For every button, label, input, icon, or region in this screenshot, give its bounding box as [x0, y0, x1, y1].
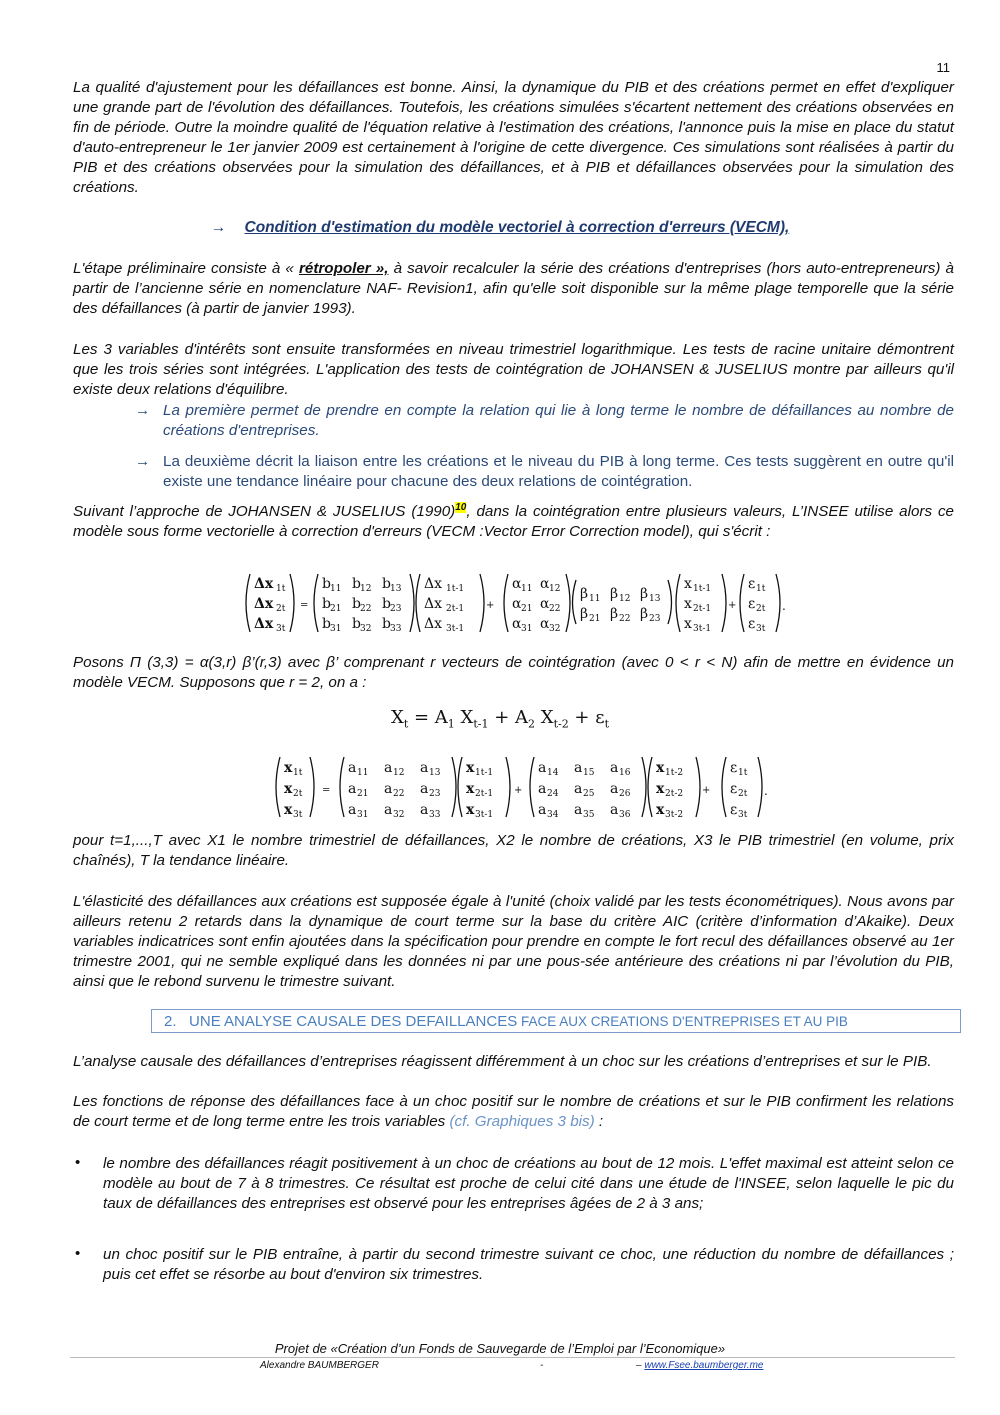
p9-text-after: : — [594, 1113, 604, 1130]
svg-text:x: x — [284, 802, 293, 818]
svg-text:1t: 1t — [276, 584, 286, 594]
svg-text:3t-1: 3t-1 — [693, 624, 712, 634]
svg-text:3t: 3t — [293, 810, 303, 820]
svg-text:22: 22 — [619, 614, 631, 624]
svg-text:β: β — [610, 586, 619, 602]
svg-text:2t: 2t — [276, 604, 286, 614]
svg-text:α: α — [540, 616, 550, 632]
svg-text:2t-1: 2t-1 — [475, 789, 494, 799]
svg-text:a: a — [420, 802, 429, 818]
svg-text:+: + — [514, 785, 523, 796]
paragraph-posons: Posons Π (3,3) = α(3,r) β’(r,3) avec β’ comprenant r vecteurs de cointégration (avec 0 < r < N) afin de mettre en évidence un modèle VECM. Supposons que r = 2, on a : — [73, 654, 954, 691]
svg-text:14: 14 — [547, 768, 559, 778]
bullet-item-creations: le nombre des défaillances réagit positivement à un choc de créations au bout de 12 mois. L'effet maximal est atteint selon ce modèle au bout de 7 à 8 trimestres. Ce résultat est proche de celui cité dans une étude de l'INSEE, selon laquelle le pic du taux de défaillances des entreprises est observé pour les entreprises âgées de 2 à 3 ans; — [103, 1155, 954, 1212]
footer-project: Projet de «Création d’un Fonds de Sauvegarde de l’Emploi par l’Economique» — [274, 1341, 726, 1356]
svg-text:β: β — [610, 606, 619, 622]
svg-text:31: 31 — [330, 624, 342, 634]
svg-text:a: a — [610, 781, 619, 797]
svg-text:21: 21 — [589, 614, 601, 624]
svg-text:26: 26 — [619, 789, 631, 799]
svg-text:3t: 3t — [756, 624, 766, 634]
equation-xt: $X_t = A_1$ $X_{t-1} + A_2$ $X_{t-2} + \varepsilon_t$ — [391, 707, 609, 731]
p4-text-before: Suivant l’approche de JOHANSEN & JUSELIUS (1990) — [73, 503, 456, 520]
svg-text:a: a — [384, 781, 393, 797]
svg-text:ε: ε — [730, 760, 738, 776]
svg-text:33: 33 — [429, 810, 441, 820]
svg-text:32: 32 — [549, 624, 561, 634]
arrow-icon: → — [135, 453, 151, 470]
svg-text:21: 21 — [521, 604, 533, 614]
svg-text:1t-1: 1t-1 — [475, 768, 494, 778]
svg-text:ε: ε — [730, 802, 738, 818]
svg-text:1t-2: 1t-2 — [665, 768, 684, 778]
svg-text:2t: 2t — [293, 789, 303, 799]
svg-text:13: 13 — [429, 768, 441, 778]
section-title-box — [151, 1009, 961, 1033]
paragraph-pour-t: pour t=1,...,T avec X1 le nombre trimestriel de défaillances, X2 le nombre de créations, X3 le PIB trimestriel (en volume, prix chaînés), T la tendance linéaire. — [73, 832, 954, 869]
svg-text:a: a — [610, 760, 619, 776]
svg-text:1t-1: 1t-1 — [446, 584, 465, 594]
svg-text:13: 13 — [649, 594, 661, 604]
p2-text-after: à savoir recalculer la série des créations d'entreprises (hors auto-entrepreneurs) à partir de l’ancienne série en nomenclature NAF- Revision1, afin qu'elle soit disponible sur la même plage temporelle que la série des défaillances (à partir de janvier 1993). — [73, 260, 954, 317]
svg-text:b: b — [322, 596, 331, 612]
svg-text:b: b — [352, 576, 361, 592]
svg-text:a: a — [348, 781, 357, 797]
svg-text:12: 12 — [393, 768, 405, 778]
svg-text:32: 32 — [360, 624, 372, 634]
svg-text:Δx: Δx — [254, 616, 274, 632]
svg-text:Δx: Δx — [254, 576, 274, 592]
svg-text:a: a — [538, 760, 547, 776]
svg-text:3t-1: 3t-1 — [475, 810, 494, 820]
svg-text:1t-1: 1t-1 — [693, 584, 712, 594]
svg-text:=: = — [322, 785, 331, 796]
svg-text:a: a — [384, 802, 393, 818]
paragraph-retropoler — [73, 259, 954, 319]
svg-text:36: 36 — [619, 810, 631, 820]
svg-text:β: β — [640, 606, 649, 622]
svg-text:β: β — [580, 586, 589, 602]
paragraph-fonctions — [73, 1092, 954, 1132]
heading-text: Condition d'estimation du modèle vectoriel à correction d'erreurs (VECM), — [244, 219, 790, 236]
svg-text:11: 11 — [330, 584, 342, 594]
svg-text:α: α — [512, 576, 522, 592]
footer-link-wrap — [636, 1360, 763, 1371]
p9-text-before: Les fonctions de réponse des défaillances face à un choc positif sur le nombre de créations et sur le PIB confirment les relations de court terme et de long terme entre les trois variables — [73, 1093, 954, 1130]
section-title-main: UNE ANALYSE CAUSALE DES DEFAILLANCES — [189, 1013, 518, 1030]
svg-text:3t-1: 3t-1 — [446, 624, 465, 634]
svg-text:33: 33 — [390, 624, 402, 634]
svg-text:1t: 1t — [738, 768, 748, 778]
svg-text:a: a — [420, 760, 429, 776]
svg-text:22: 22 — [360, 604, 372, 614]
svg-text:2t-2: 2t-2 — [665, 789, 684, 799]
svg-text:a: a — [420, 781, 429, 797]
svg-text:22: 22 — [549, 604, 561, 614]
svg-text:a: a — [538, 781, 547, 797]
svg-text:α: α — [512, 616, 522, 632]
svg-text:31: 31 — [521, 624, 533, 634]
svg-text:3t: 3t — [276, 624, 286, 634]
svg-text:α: α — [512, 596, 522, 612]
footer-link-prefix: – — [636, 1360, 645, 1371]
svg-text:.: . — [764, 784, 768, 798]
graph-reference: (cf. Graphiques 3 bis) — [449, 1113, 595, 1130]
svg-text:25: 25 — [583, 789, 595, 799]
footer-divider — [70, 1357, 955, 1358]
svg-text:23: 23 — [429, 789, 441, 799]
svg-text:3t-2: 3t-2 — [665, 810, 684, 820]
section-heading-vecm — [0, 219, 1000, 237]
svg-text:Δx: Δx — [424, 576, 443, 592]
svg-text:23: 23 — [390, 604, 402, 614]
svg-text:11: 11 — [357, 768, 369, 778]
svg-text:x: x — [284, 760, 293, 776]
svg-text:b: b — [382, 596, 391, 612]
svg-text:x: x — [684, 596, 692, 612]
svg-text:x: x — [656, 781, 665, 797]
vecm-equation — [240, 570, 800, 636]
svg-text:+: + — [486, 600, 495, 611]
svg-text:2t-1: 2t-1 — [446, 604, 465, 614]
svg-text:b: b — [352, 596, 361, 612]
paragraph-adjustment: La qualité d'ajustement pour les défaillances est bonne. Ainsi, la dynamique du PIB et des créations permet en effet d'expliquer une grande part de l'évolution des défaillances. Toutefois, les créations simulées s'écartent nettement des créations observées en fin de période. Outre la moindre qualité de l'équation relative à l'estimation des créations, l'annonce puis la mise en place du statut d'auto-entrepreneur le 1er janvier 2009 est certainement à l'origine de cette divergence. Ces simulations sont réalisées à partir du PIB et des créations observées pour la simulation des défaillances, et à PIB et défaillances observées pour la simulation des créations. — [73, 79, 954, 196]
svg-text:x: x — [466, 802, 475, 818]
svg-text:+: + — [728, 600, 737, 611]
svg-text:b: b — [382, 576, 391, 592]
arrow-icon: → — [135, 402, 151, 419]
svg-text:Δx: Δx — [424, 616, 443, 632]
svg-text:2t: 2t — [738, 789, 748, 799]
svg-text:34: 34 — [547, 810, 559, 820]
svg-text:β: β — [640, 586, 649, 602]
svg-text:=: = — [300, 600, 309, 611]
paragraph-johansen — [73, 502, 954, 542]
bullet-item-pib: un choc positif sur le PIB entraîne, à partir du second trimestre suivant ce choc, une réduction du nombre de défaillances ; puis cet effet se résorbe au bout d'environ six trimestres. — [103, 1246, 954, 1283]
svg-text:1t: 1t — [293, 768, 303, 778]
svg-text:1t: 1t — [756, 584, 766, 594]
svg-text:11: 11 — [521, 584, 533, 594]
svg-text:a: a — [384, 760, 393, 776]
svg-text:2t: 2t — [756, 604, 766, 614]
svg-text:11: 11 — [589, 594, 601, 604]
svg-text:2t-1: 2t-1 — [693, 604, 712, 614]
svg-text:21: 21 — [357, 789, 369, 799]
svg-text:Δx: Δx — [254, 596, 274, 612]
svg-text:a: a — [574, 802, 583, 818]
svg-text:12: 12 — [549, 584, 561, 594]
svg-text:21: 21 — [330, 604, 342, 614]
svg-text:a: a — [610, 802, 619, 818]
svg-text:a: a — [348, 760, 357, 776]
bullet-icon: • — [75, 1154, 81, 1171]
paragraph-variables: Les 3 variables d'intérêts sont ensuite transformées en niveau trimestriel logarithmique. Les tests de racine unitaire démontrent que les trois séries sont intégrées. L'application des tests de cointégration de JOHANSEN & JUSELIUS montre par ailleurs qu'il existe deux relations d'équilibre. — [73, 341, 954, 398]
svg-text:24: 24 — [547, 789, 559, 799]
p4-text-after: , dans la cointégration entre plusieurs valeurs, L’INSEE utilise alors ce modèle sous forme vectorielle à correction d'erreurs (VECM :Vector Error Correction model), qui s'écrit : — [73, 503, 955, 540]
svg-text:b: b — [322, 616, 331, 632]
svg-text:x: x — [466, 760, 475, 776]
svg-text:a: a — [538, 802, 547, 818]
section-title-rest: FACE AUX CREATIONS D'ENTREPRISES ET AU PIB — [517, 1014, 848, 1029]
svg-text:31: 31 — [357, 810, 369, 820]
svg-text:13: 13 — [390, 584, 402, 594]
svg-text:22: 22 — [393, 789, 405, 799]
svg-text:x: x — [684, 616, 692, 632]
svg-text:x: x — [656, 760, 665, 776]
footnote-ref: 10 — [455, 501, 467, 513]
svg-text:α: α — [540, 576, 550, 592]
svg-text:β: β — [580, 606, 589, 622]
svg-text:b: b — [322, 576, 331, 592]
relation-one: La première permet de prendre en compte la relation qui lie à long terme le nombre de défaillances au nombre de créations d'entreprises. — [163, 402, 954, 439]
svg-text:.: . — [782, 599, 786, 613]
svg-text:ε: ε — [748, 596, 756, 612]
svg-text:15: 15 — [583, 768, 595, 778]
arrow-icon: → — [210, 219, 227, 236]
svg-text:ε: ε — [748, 576, 756, 592]
svg-text:x: x — [656, 802, 665, 818]
svg-text:b: b — [382, 616, 391, 632]
svg-text:35: 35 — [583, 810, 595, 820]
svg-text:a: a — [574, 760, 583, 776]
svg-text:32: 32 — [393, 810, 405, 820]
svg-text:x: x — [684, 576, 692, 592]
svg-text:x: x — [466, 781, 475, 797]
paragraph-elasticite: L'élasticité des défaillances aux créations est supposée égale à l'unité (choix validé par les tests économétriques). Nous avons par ailleurs retenu 2 retards dans la dynamique de court terme sur la base du critère AIC (critère d’information d’Akaike). Deux variables indicatrices sont enfin ajoutées dans la spécification pour prendre en compte le fort recul des défaillances observé au 1er trimestre 2001, qui ne semble expliqué dans les données ni par une pous-sée antérieure des créations ni par l’évolution du PIB, ainsi que le rebond survenu le trimestre suivant. — [73, 893, 954, 990]
svg-text:a: a — [348, 802, 357, 818]
footer-author: Alexandre BAUMBERGER — [260, 1360, 379, 1371]
relation-two: La deuxième décrit la liaison entre les créations et le niveau du PIB à long terme. Ces tests suggèrent en outre qu'il existe une tendance linéaire pour chacune des deux relations de cointégration. — [163, 453, 954, 490]
svg-text:12: 12 — [360, 584, 372, 594]
svg-text:x: x — [284, 781, 293, 797]
svg-text:+: + — [702, 785, 711, 796]
footer-website-link[interactable]: www.Fsee.baumberger.me — [644, 1360, 764, 1371]
section-number: 2. — [164, 1013, 177, 1030]
svg-text:Δx: Δx — [424, 596, 443, 612]
svg-text:ε: ε — [748, 616, 756, 632]
svg-text:3t: 3t — [738, 810, 748, 820]
page-number: 11 — [936, 60, 950, 75]
svg-text:12: 12 — [619, 594, 631, 604]
svg-text:23: 23 — [649, 614, 661, 624]
svg-text:b: b — [352, 616, 361, 632]
svg-text:α: α — [540, 596, 550, 612]
svg-text:ε: ε — [730, 781, 738, 797]
paragraph-causale: L’analyse causale des défaillances d’entreprises réagissent différemment à un choc sur les créations d’entreprises et sur le PIB. — [73, 1053, 932, 1070]
footer-separator: - — [540, 1360, 544, 1371]
svg-text:16: 16 — [619, 768, 631, 778]
p2-text-before: L'étape préliminaire consiste à « — [73, 260, 299, 277]
bullet-icon: • — [75, 1245, 81, 1262]
var-equation — [270, 753, 780, 821]
svg-text:a: a — [574, 781, 583, 797]
retropoler-term: rétropoler », — [298, 260, 389, 277]
